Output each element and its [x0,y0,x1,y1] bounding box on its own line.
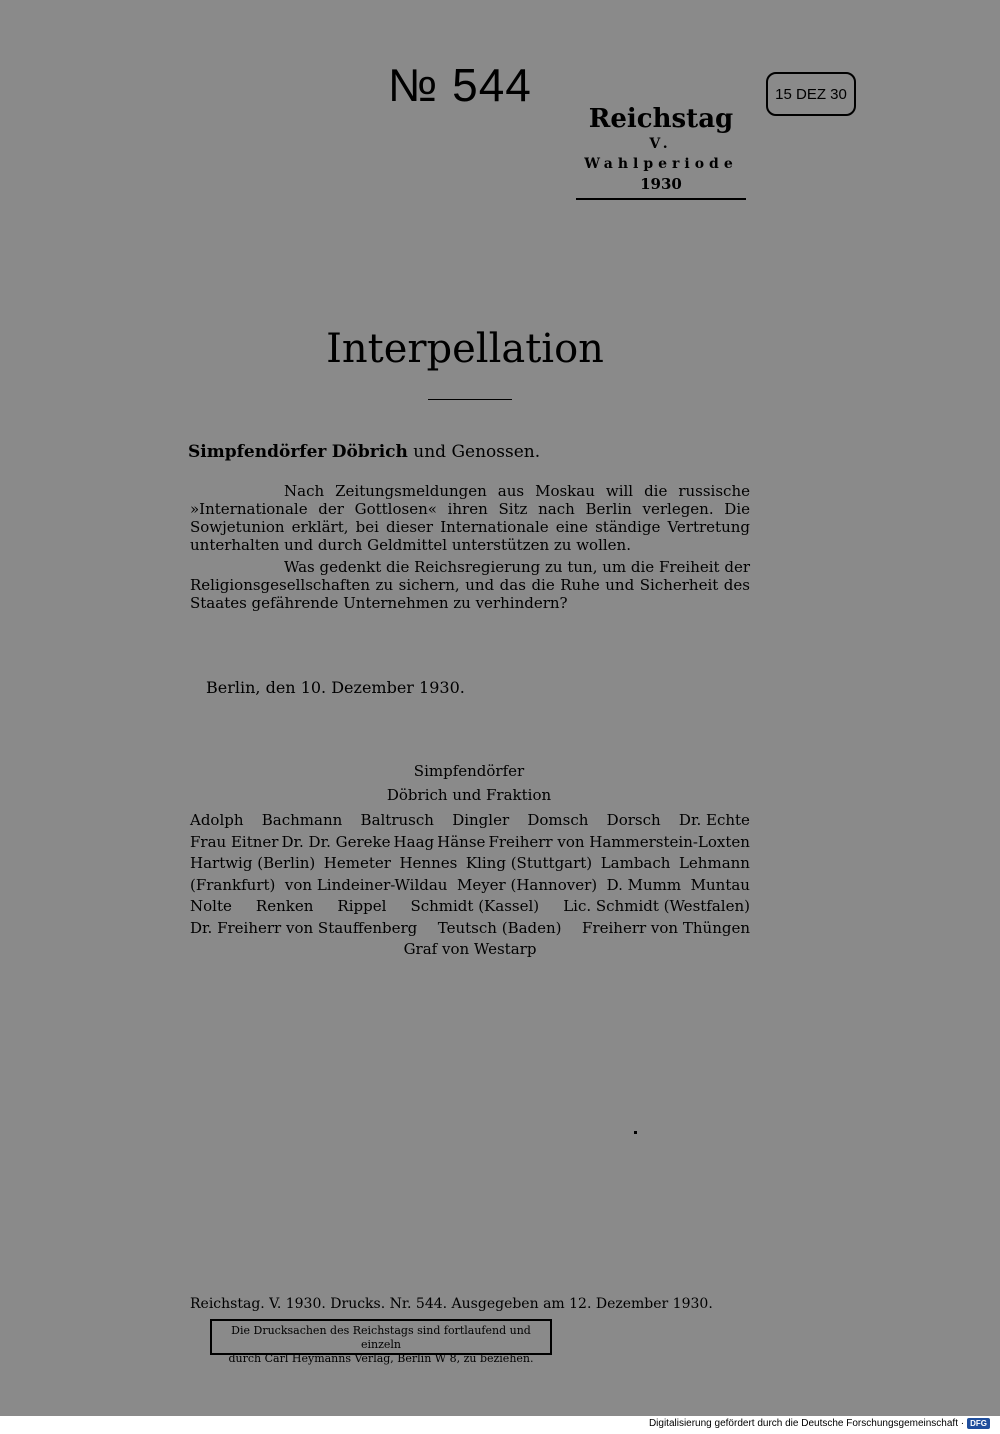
dfg-logo: DFG [967,1418,990,1429]
signatory-name: Hänse [437,832,486,851]
print-speck [634,1131,637,1134]
publisher-box [210,1319,552,1365]
signatory-name: Freiherr von Thüngen [582,918,750,937]
names-row [190,918,750,940]
signatory-name: Dr. Freiherr von Stauffenberg [190,918,418,937]
signatory-line-2: Döbrich und Fraktion [386,786,552,804]
signatory-name: Teutsch (Baden) [437,918,562,937]
signatory-name: Meyer (Hannover) [456,875,598,894]
received-stamp [766,72,856,116]
header-year: 1930 [640,175,682,193]
signatory-name: Schmidt (Kassel) [410,897,540,915]
heading-rule [428,399,512,400]
authors-line [188,442,540,462]
signatory-name: Hemeter [323,854,391,872]
body-paragraph-1: Nach Zeitungsmeldungen aus Moskau will die russische »Internationale der Gottlosen« ihren Sitz nach Berlin verlegen. Die Sowjetunion erklärt, bei dieser Internationale eine ständige Vertretung unterhalten und durch Geldmittel unterstützen zu wollen. [190,482,750,554]
signatory-name: Baltrusch [360,811,434,829]
signatory-name: Graf von Westarp [403,940,537,958]
reichstag-header [572,104,750,200]
authors-rest: und Genossen. [413,442,541,462]
signatory-name: Lehmann [678,854,750,872]
document-number: № 544 [388,59,532,111]
signatory-name: Lambach [600,854,671,872]
signatory-name: Muntau [690,875,750,894]
signatory-name: Kling (Stuttgart) [465,854,593,872]
document-heading: Interpellation [326,326,604,372]
names-row [190,896,750,918]
stamp-text: 15 DEZ 30 [775,85,847,103]
names-row [190,875,750,897]
signatory-name: von Lindeiner-Wildau [284,875,448,894]
signatory-name: Domsch [527,811,589,829]
place-date: Berlin, den 10. Dezember 1930. [206,678,465,697]
names-row [190,853,750,875]
publisher-line-1: Die Drucksachen des Reichstags sind fortlaufend und einzeln [231,1324,531,1351]
parliament-name: Reichstag [588,104,734,134]
signatory-name: Lic. Schmidt (Westfalen) [563,897,750,915]
signatory-name: Freiherr von Hammerstein-Loxten [488,832,750,851]
author-name-2: Döbrich [331,442,408,462]
interpellation-body [190,482,750,616]
digitization-credit [649,1418,990,1429]
signatory-line-1: Simpfendörfer [413,762,525,780]
signatory-name: Dr. Echte [678,811,750,829]
signatory-name: Bachmann [261,811,343,829]
signatory-name: Hennes [399,854,458,872]
credit-text: Digitalisierung gefördert durch die Deutsche Forschungsgemeinschaft · [648,1418,965,1429]
header-rule [576,198,746,200]
body-paragraph-2: Was gedenkt die Reichsregierung zu tun, um die Freiheit der Religionsgesellschaften zu sichern, und das die Ruhe und Sicherheit des Staates gefährende Unternehmen zu verhindern? [190,558,750,612]
signatory-name: Dingler [452,811,510,829]
signatory-name: Haag [393,832,435,851]
names-row [190,810,750,832]
signatory-name: Adolph [190,811,244,829]
signatory-name: Dorsch [606,811,661,829]
signatory-name: Nolte [190,897,232,915]
signatory-name: Rippel [337,897,387,915]
names-row [190,939,750,961]
names-row [190,832,750,854]
signatory-name: (Frankfurt) [190,875,276,894]
print-info-line: Reichstag. V. 1930. Drucks. Nr. 544. Ausgegeben am 12. Dezember 1930. [190,1296,713,1312]
author-name-1: Simpfendörfer [188,442,327,462]
signatory-name: Dr. Dr. Gereke [281,832,391,851]
signatory-name: D. Mumm [606,875,682,894]
signatory-name: Hartwig (Berlin) [190,854,316,872]
electoral-period: V. Wahlperiode [584,136,738,172]
publisher-line-2: durch Carl Heymanns Verlag, Berlin W 8, zu beziehen. [228,1352,534,1365]
signatory-names [190,810,750,961]
signatory-name: Renken [255,897,314,915]
signatory-name: Frau Eitner [190,832,279,851]
